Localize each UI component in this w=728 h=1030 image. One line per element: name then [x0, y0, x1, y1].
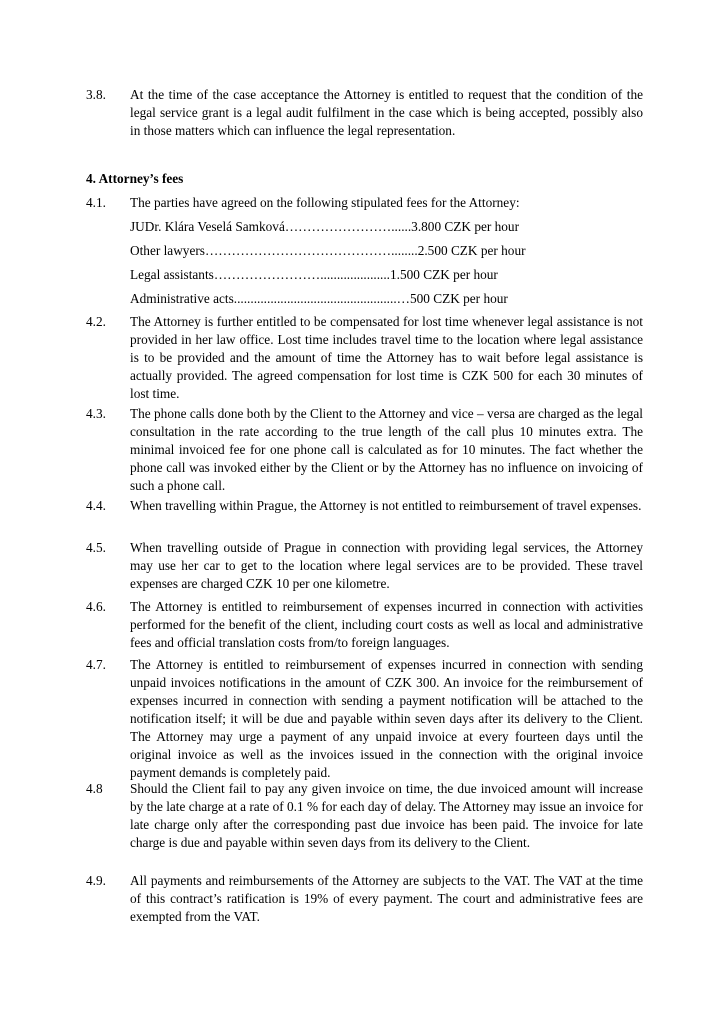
clause-number: 4.6.	[86, 599, 106, 614]
section-heading: 4. Attorney’s fees	[86, 171, 184, 186]
clause-number: 4.5.	[86, 540, 106, 555]
clause-text: The Attorney is entitled to reimbursement of expenses incurred in connection with activities performed for the benefit of the client, including court costs as well as local and administrative fees and official translation costs from/to foreign languages.	[130, 599, 643, 650]
clause-number: 4.8	[86, 781, 103, 796]
fee-line-klara-samkova: JUDr. Klára Veselá Samková……………………......3.800 CZK per hour	[130, 219, 520, 234]
clause-number: 4.2.	[86, 314, 106, 329]
clause-number: 3.8.	[86, 87, 106, 102]
clause-text: The parties have agreed on the following stipulated fees for the Attorney:	[130, 195, 520, 210]
clause-number: 4.7.	[86, 657, 106, 672]
clause-text: When travelling outside of Prague in connection with providing legal services, the Attorney may use her car to get to the location where legal services are to be provided. These travel expenses are charged CZK 10 per one kilometre.	[130, 540, 643, 591]
clause-text: The Attorney is entitled to reimbursement of expenses incurred in connection with sending unpaid invoices notifications in the amount of CZK 300. An invoice for the reimbursement of expenses incurred in connection with sending a payment notification will be attached to the notification itself; it will be due and payable within seven days after its delivery to the Client. The Attorney may urge a payment of any unpaid invoice at every fourteen days until the original invoice as well as the invoices issued in the connection with the original invoice payment demands is completely paid.	[130, 657, 643, 780]
clause-text: The Attorney is further entitled to be compensated for lost time whenever legal assistance is not provided in her law office. Lost time includes travel time to the location where legal assistance is to be provided and the amount of time the Attorney has to wait before legal assistance is actually provided. The agreed compensation for lost time is CZK 500 for each 30 minutes of lost time.	[130, 314, 643, 401]
fee-line-other-lawyers: Other lawyers……………………………………........2.500 CZK per hour	[130, 243, 526, 258]
fee-line-legal-assistants: Legal assistants…………………….....................1.500 CZK per hour	[130, 267, 498, 282]
clause-number: 4.1.	[86, 195, 106, 210]
clause-text: At the time of the case acceptance the Attorney is entitled to request that the condition of the legal service grant is a legal audit fulfilment in the case which is being accepted, possibly also in those matters which can influence the legal representation.	[130, 87, 643, 138]
clause-text: The phone calls done both by the Client to the Attorney and vice – versa are charged as the legal consultation in the rate according to the true length of the call plus 10 minutes extra. The minimal invoiced fee for one phone call is calculated as for 10 minutes. The fact whether the phone call was invoked either by the Client or by the Attorney has no influence on invoicing of such a phone call.	[130, 406, 643, 493]
fee-line-administrative-acts: Administrative acts.................................................…500 CZK per hour	[130, 291, 508, 306]
clause-text: Should the Client fail to pay any given invoice on time, the due invoiced amount will increase by the late charge at a rate of 0.1 % for each day of delay. The Attorney may issue an invoice for late charge only after the corresponding past due invoice has been paid. The invoice for late charge is due and payable within seven days from its delivery to the Client.	[130, 781, 643, 850]
clause-number: 4.9.	[86, 873, 106, 888]
clause-number: 4.4.	[86, 498, 106, 513]
clause-text: All payments and reimbursements of the Attorney are subjects to the VAT. The VAT at the time of this contract’s ratification is 19% of every payment. The court and administrative fees are exempted from the VAT.	[130, 873, 643, 924]
clause-number: 4.3.	[86, 406, 106, 421]
clause-text: When travelling within Prague, the Attorney is not entitled to reimbursement of travel expenses.	[130, 498, 642, 513]
